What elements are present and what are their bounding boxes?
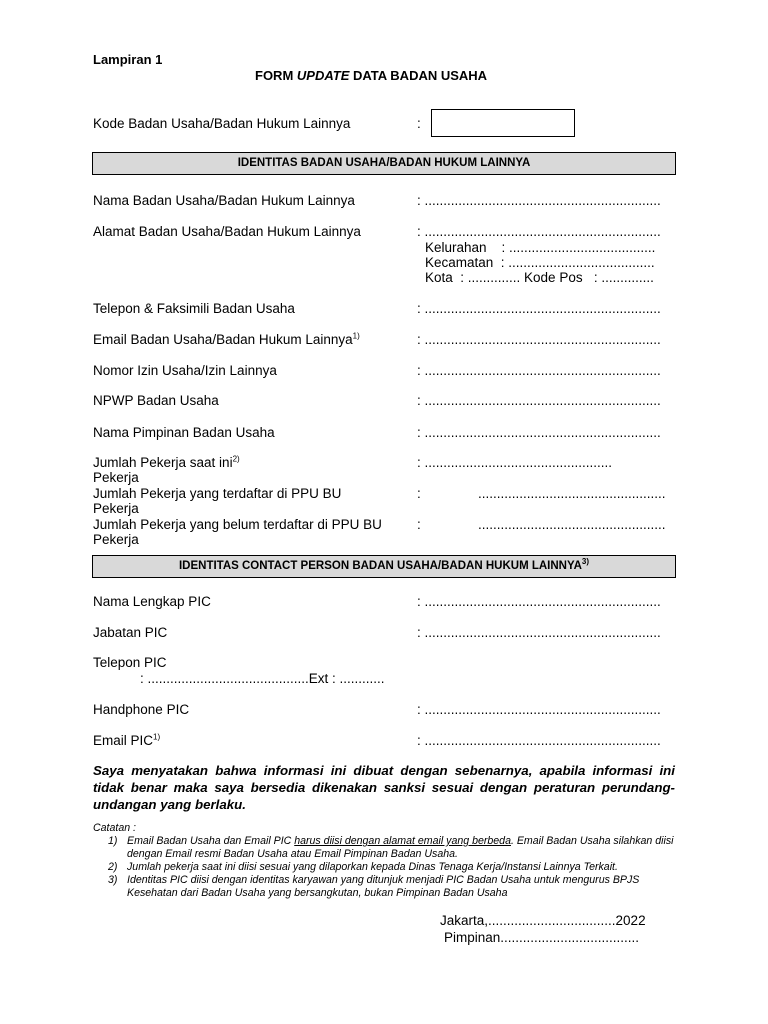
pimpinan-field[interactable]: : ............................................................... — [417, 425, 661, 440]
section-identitas-contact-person — [92, 555, 676, 578]
email-pic-label — [93, 733, 160, 748]
terdaftar-field[interactable]: .................................................. — [478, 486, 666, 501]
terdaftar-label: Jumlah Pekerja yang terdaftar di PPU BU — [93, 486, 342, 501]
email-bu-field[interactable]: : ............................................................... — [417, 332, 661, 347]
email-bu-label — [93, 332, 360, 347]
kelurahan-field[interactable]: Kelurahan : ....................................... — [425, 240, 656, 255]
note-1-text-b: . Email Badan Usaha silahkan diisi dengan Email resmi Badan Usaha atau Email Pimpinan Badan Usaha. — [127, 835, 674, 860]
email-pic-footnote: 1) — [153, 732, 161, 742]
jumlah-pekerja-field[interactable]: : .................................................. — [417, 455, 613, 470]
telepon-pic-label: Telepon PIC — [93, 655, 167, 670]
pimpinan-label: Nama Pimpinan Badan Usaha — [93, 425, 275, 440]
terdaftar-colon: : — [417, 486, 421, 501]
alamat-bu-label: Alamat Badan Usaha/Badan Hukum Lainnya — [93, 224, 361, 239]
signature-place-date[interactable]: Jakarta,..................................2022 — [440, 913, 646, 928]
title-italic: UPDATE — [296, 68, 350, 83]
declaration-statement: Saya menyatakan bahwa informasi ini dibuat dengan sebenarnya, apabila informasi ini tidak benar maka saya bersedia dikenakan sanksi sesuai dengan peraturan perundang-undangan yang berlaku. — [93, 763, 675, 812]
belum-terdaftar-label: Jumlah Pekerja yang belum terdaftar di PPU BU — [93, 517, 382, 532]
nama-pic-field[interactable]: : ............................................................... — [417, 594, 661, 609]
title-prefix: FORM — [255, 68, 297, 83]
telepon-bu-label: Telepon & Faksimili Badan Usaha — [93, 301, 295, 316]
note-1-number: 1) — [108, 835, 118, 847]
email-bu-footnote: 1) — [352, 331, 360, 341]
belum-terdaftar-colon: : — [417, 517, 421, 532]
note-item-3 — [108, 874, 678, 900]
jumlah-pekerja-footnote: 2) — [232, 454, 240, 464]
section2-footnote: 3) — [581, 557, 590, 567]
kota-kodepos-field[interactable]: Kota : .............. Kode Pos : .............. — [425, 270, 654, 285]
section2-title: IDENTITAS CONTACT PERSON BADAN USAHA/BADAN HUKUM LAINNYA — [178, 560, 582, 572]
notes-section — [93, 822, 678, 900]
note-1-text-a: Email Badan Usaha dan Email PIC — [127, 835, 295, 847]
email-pic-label-text: Email PIC — [93, 733, 154, 748]
note-3-number: 3) — [108, 874, 118, 886]
handphone-pic-field[interactable]: : ............................................................... — [417, 702, 661, 717]
signature-pimpinan[interactable]: Pimpinan..................................... — [444, 930, 640, 945]
npwp-field[interactable]: : ............................................................... — [417, 393, 661, 408]
email-bu-label-text: Email Badan Usaha/Badan Hukum Lainnya — [93, 332, 353, 347]
kode-label: Kode Badan Usaha/Badan Hukum Lainnya — [93, 116, 351, 131]
note-1-underlined: harus diisi dengan alamat email yang berbeda — [294, 835, 511, 847]
note-item-1 — [108, 835, 678, 861]
kecamatan-field[interactable]: Kecamatan : ....................................... — [425, 255, 655, 270]
izin-field[interactable]: : ............................................................... — [417, 363, 661, 378]
belum-terdaftar-unit: Pekerja — [93, 532, 139, 547]
note-item-2 — [108, 861, 678, 874]
note-2-number: 2) — [108, 861, 118, 873]
jabatan-pic-label: Jabatan PIC — [93, 625, 168, 640]
jabatan-pic-field[interactable]: : ............................................................... — [417, 625, 661, 640]
izin-label: Nomor Izin Usaha/Izin Lainnya — [93, 363, 277, 378]
kode-colon: : — [417, 116, 421, 131]
npwp-label: NPWP Badan Usaha — [93, 393, 219, 408]
jumlah-pekerja-unit: Pekerja — [93, 470, 139, 485]
notes-heading: Catatan : — [93, 822, 136, 834]
handphone-pic-label: Handphone PIC — [93, 702, 190, 717]
attachment-label: Lampiran 1 — [93, 52, 163, 67]
title-suffix: DATA BADAN USAHA — [349, 68, 488, 83]
jumlah-pekerja-label — [93, 455, 240, 470]
telepon-bu-field[interactable]: : ............................................................... — [417, 301, 661, 316]
belum-terdaftar-field[interactable]: .................................................. — [478, 517, 666, 532]
note-3-text: Identitas PIC diisi dengan identitas karyawan yang ditunjuk menjadi PIC Badan Usaha untuk mengurus BPJS Kesehatan dari Badan Usaha yang bersangkutan, bukan Pimpinan Badan Usaha — [127, 874, 640, 899]
alamat-bu-field[interactable]: : ............................................................... — [417, 224, 661, 239]
email-pic-field[interactable]: : ............................................................... — [417, 733, 661, 748]
terdaftar-unit: Pekerja — [93, 501, 139, 516]
telepon-pic-field[interactable]: : ...........................................Ext : ............ — [140, 671, 385, 686]
jumlah-pekerja-label-text: Jumlah Pekerja saat ini — [93, 455, 233, 470]
nama-bu-label: Nama Badan Usaha/Badan Hukum Lainnya — [93, 193, 355, 208]
nama-bu-field[interactable]: : ............................................................... — [417, 193, 661, 208]
kode-input-box[interactable] — [431, 109, 575, 137]
nama-pic-label: Nama Lengkap PIC — [93, 594, 211, 609]
note-2-text: Jumlah pekerja saat ini diisi sesuai yang dilaporkan kepada Dinas Tenaga Kerja/Instansi Lainnya Terkait. — [127, 861, 618, 873]
page-title — [255, 68, 487, 83]
section-identitas-badan-usaha: IDENTITAS BADAN USAHA/BADAN HUKUM LAINNYA — [92, 152, 676, 175]
